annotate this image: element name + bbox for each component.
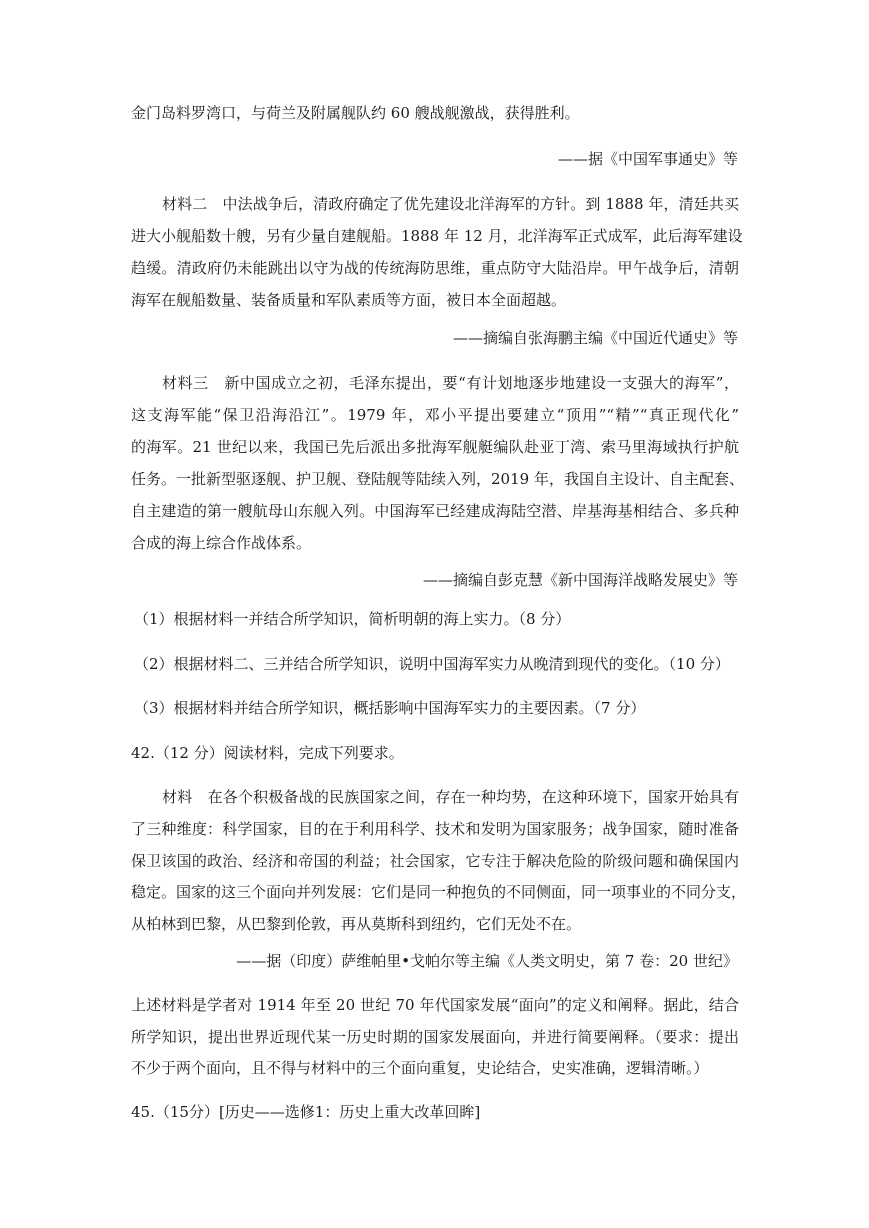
material-three-line-6: 合成的海上综合作战体系。 bbox=[131, 534, 312, 552]
question-45-heading: 45.（15分）[历史——选修1：历史上重大改革回眸] bbox=[131, 1103, 481, 1121]
material-two-line-4: 海军在舰船数量、装备质量和军队素质等方面，被日本全面超越。 bbox=[131, 291, 567, 309]
question-42-prompt-line-3: 不少于两个面向，且不得与材料中的三个面向重复，史论结合，史实准确，逻辑清晰。） bbox=[131, 1059, 709, 1077]
material-two-line-3: 趋缓。清政府仍未能跳出以守为战的传统海防思维，重点防守大陆沿岸。甲午战争后，清朝 bbox=[131, 259, 739, 277]
question-42-heading: 42.（12 分）阅读材料，完成下列要求。 bbox=[131, 744, 404, 762]
question-42-prompt-line-1: 上述材料是学者对 1914 年至 20 世纪 70 年代国家发展“面向”的定义和阐释。据此，结合 bbox=[131, 996, 739, 1014]
material-three-line-1: 材料三 新中国成立之初，毛泽东提出，要“有计划地逐步地建设一支强大的海军”， bbox=[162, 374, 739, 392]
question-42-prompt-line-2: 所学知识，提出世界近现代某一历史时期的国家发展面向，并进行简要阐释。（要求：提出 bbox=[131, 1028, 739, 1046]
question-2: （2）根据材料二、三并结合所学知识，说明中国海军实力从晚清到现代的变化。（10 分） bbox=[134, 655, 730, 673]
material-one-tail: 金门岛料罗湾口，与荷兰及附属舰队约 60 艘战舰激战，获得胜利。 bbox=[131, 104, 580, 122]
material-three-line-2: 这支海军能“保卫沿海沿江”。1979 年，邓小平提出要建立“顶用”“精”“真正现代化” bbox=[131, 406, 739, 424]
question-3: （3）根据材料并结合所学知识，概括影响中国海军实力的主要因素。（7 分） bbox=[134, 699, 646, 717]
source-citation-two: ——摘编自张海鹏主编《中国近代通史》等 bbox=[452, 329, 738, 347]
material-three-line-5: 自主建造的第一艘航母山东舰入列。中国海军已经建成海陆空潜、岸基海基相结合、多兵种 bbox=[131, 502, 739, 520]
material-three-line-3: 的海军。21 世纪以来，我国已先后派出多批海军舰艇编队赴亚丁湾、索马里海域执行护航 bbox=[131, 438, 739, 456]
material-three-line-4: 任务。一批新型驱逐舰、护卫舰、登陆舰等陆续入列，2019 年，我国自主设计、自主配套、 bbox=[131, 470, 744, 488]
material-four-line-2: 了三种维度：科学国家，目的在于利用科学、技术和发明为国家服务；战争国家，随时准备 bbox=[131, 820, 739, 838]
material-two-line-1: 材料二 中法战争后，清政府确定了优先建设北洋海军的方针。到 1888 年，清廷共买 bbox=[162, 195, 739, 213]
question-1: （1）根据材料一并结合所学知识，简析明朝的海上实力。（8 分） bbox=[134, 610, 571, 628]
material-two-line-2: 进大小舰船数十艘，另有少量自建舰船。1888 年 12 月，北洋海军正式成军，此后海军建设 bbox=[131, 227, 743, 245]
material-four-line-4: 稳定。国家的这三个面向并列发展：它们是同一种抱负的不同侧面，同一项事业的不同分支， bbox=[131, 883, 747, 901]
material-four-line-5: 从柏林到巴黎，从巴黎到伦敦，再从莫斯科到纽约，它们无处不在。 bbox=[131, 915, 582, 933]
material-four-line-1: 材料 在各个积极备战的民族国家之间，存在一种均势，在这种环境下，国家开始具有 bbox=[162, 788, 739, 806]
material-four-line-3: 保卫该国的政治、经济和帝国的利益；社会国家，它专注于解决危险的阶级问题和确保国内 bbox=[131, 852, 739, 870]
source-citation-three: ——摘编自彭克慧《新中国海洋战略发展史》等 bbox=[422, 571, 738, 589]
source-citation-one: ——据《中国军事通史》等 bbox=[557, 150, 738, 168]
source-citation-four: ——据（印度）萨维帕里•戈帕尔等主编《人类文明史，第 7 卷：20 世纪》 bbox=[236, 952, 738, 970]
